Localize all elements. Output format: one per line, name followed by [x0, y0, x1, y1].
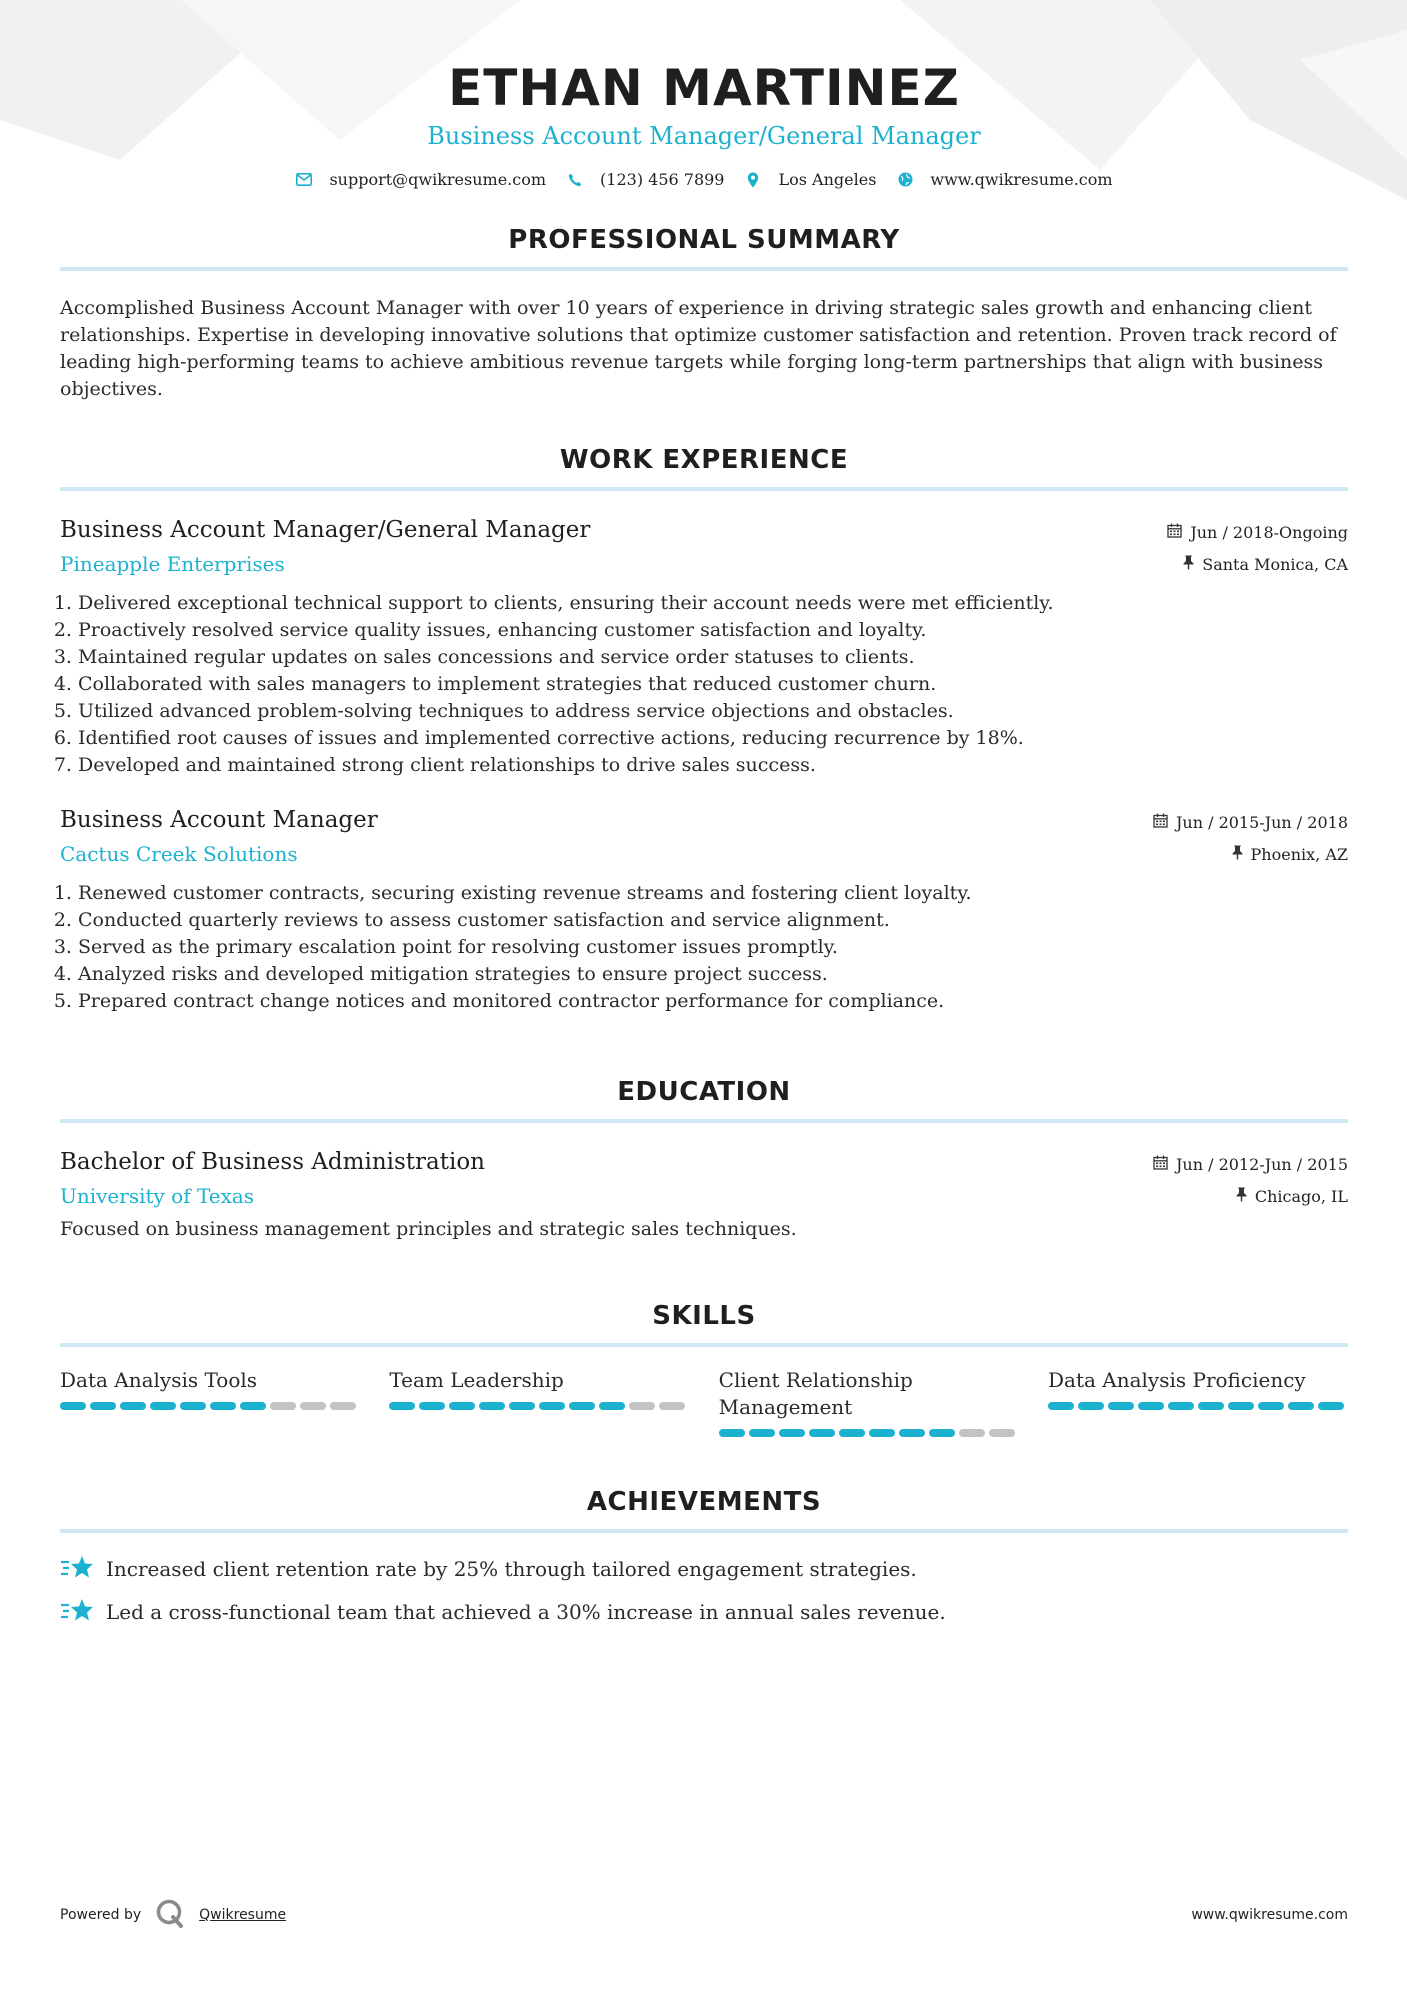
skill-dot-filled [389, 1402, 415, 1410]
summary-heading: PROFESSIONAL SUMMARY [508, 225, 900, 255]
skill-dot-filled [509, 1402, 535, 1410]
job-dates-text: Jun / 2015-Jun / 2018 [1175, 812, 1348, 832]
list-item: 2. Proactively resolved service quality issues, enhancing customer satisfaction and loyalty. [78, 617, 1348, 644]
job-location [1153, 843, 1348, 865]
skill-name: Team Leadership [389, 1368, 564, 1392]
skill-item [1048, 1367, 1348, 1437]
skill-dot-filled [419, 1402, 445, 1410]
skill-dot-filled [60, 1402, 86, 1410]
skill-dot-filled [1288, 1402, 1314, 1410]
skill-dot-filled [1078, 1402, 1104, 1410]
star-icon [60, 1553, 94, 1586]
skill-dot-filled [1048, 1402, 1074, 1410]
skill-dot-empty [659, 1402, 685, 1410]
job-bullet-list [60, 880, 1348, 1015]
skill-dot-filled [1108, 1402, 1134, 1410]
resume-header [60, 0, 1348, 189]
qwikresume-logo-icon [155, 1898, 185, 1932]
contact-phone-text: (123) 456 7899 [600, 170, 725, 189]
job-entry [60, 805, 1348, 1015]
skill-dot-filled [839, 1429, 865, 1437]
school-name: University of Texas [60, 1184, 255, 1208]
job-location-text: Santa Monica, CA [1202, 554, 1348, 574]
list-item: 7. Developed and maintained strong client relationships to drive sales success. [78, 752, 1348, 779]
contact-phone[interactable] [566, 170, 724, 189]
globe-icon [896, 171, 914, 189]
education-heading: EDUCATION [617, 1077, 791, 1107]
list-item: 3. Served as the primary escalation point for resolving customer issues promptly. [78, 934, 1348, 961]
education-dates [1153, 1153, 1348, 1175]
education-dates-text: Jun / 2012-Jun / 2015 [1175, 1154, 1348, 1174]
skills-heading: SKILLS [652, 1301, 756, 1331]
education-entry [60, 1147, 1348, 1243]
job-dates [1153, 811, 1348, 833]
calendar-icon [1167, 523, 1182, 542]
skill-dot-filled [929, 1429, 955, 1437]
contact-email[interactable] [295, 170, 546, 189]
section-divider [60, 487, 1348, 491]
job-meta [1167, 521, 1348, 575]
job-dates-text: Jun / 2018-Ongoing [1190, 522, 1348, 542]
skill-dot-filled [869, 1429, 895, 1437]
skill-item [60, 1367, 360, 1437]
achievement-item [60, 1555, 1348, 1583]
skill-dot-empty [300, 1402, 326, 1410]
job-bullet-list [60, 590, 1348, 779]
list-item: 1. Delivered exceptional technical support to clients, ensuring their account needs were met efficiently. [78, 590, 1348, 617]
contact-location [744, 170, 876, 189]
skill-dot-filled [569, 1402, 595, 1410]
section-divider [60, 1119, 1348, 1123]
skill-dot-empty [989, 1429, 1015, 1437]
list-item: 1. Renewed customer contracts, securing existing revenue streams and fostering client loyalty. [78, 880, 1348, 907]
calendar-icon [1153, 1155, 1168, 1174]
degree-title: Bachelor of Business Administration [60, 1149, 485, 1175]
skill-dot-filled [809, 1429, 835, 1437]
section-divider [60, 267, 1348, 271]
skill-dot-filled [449, 1402, 475, 1410]
skill-dot-filled [899, 1429, 925, 1437]
star-icon [60, 1596, 94, 1629]
job-title: Business Account Manager [60, 807, 378, 833]
skill-dot-filled [1318, 1402, 1344, 1410]
phone-icon [566, 171, 584, 189]
skill-dot-filled [599, 1402, 625, 1410]
achievement-text: Increased client retention rate by 25% through tailored engagement strategies. [106, 1557, 917, 1581]
contact-website[interactable] [896, 170, 1112, 189]
job-title: Business Account Manager/General Manager [60, 517, 591, 543]
powered-by [60, 1898, 286, 1932]
skill-dot-filled [1168, 1402, 1194, 1410]
skill-level-bar [60, 1402, 360, 1410]
map-pin-icon [744, 171, 762, 189]
skill-dot-filled [120, 1402, 146, 1410]
education-location [1153, 1185, 1348, 1207]
achievements-list [60, 1555, 1348, 1626]
job-entry [60, 515, 1348, 779]
list-item: 3. Maintained regular updates on sales concessions and service order statuses to clients. [78, 644, 1348, 671]
contact-website-text: www.qwikresume.com [930, 170, 1113, 189]
candidate-name: ETHAN MARTINEZ [448, 59, 960, 117]
candidate-headline: Business Account Manager/General Manager [427, 122, 981, 150]
education-meta [1153, 1153, 1348, 1207]
skill-dot-filled [749, 1429, 775, 1437]
pushpin-icon [1236, 1187, 1247, 1206]
list-item: 4. Analyzed risks and developed mitigation strategies to ensure project success. [78, 961, 1348, 988]
contact-location-text: Los Angeles [778, 170, 877, 189]
brand-link[interactable]: Qwikresume [199, 1907, 287, 1923]
education-description: Focused on business management principles and strategic sales techniques. [60, 1218, 797, 1240]
list-item: 4. Collaborated with sales managers to implement strategies that reduced customer churn. [78, 671, 1348, 698]
envelope-icon [295, 171, 313, 189]
skill-dot-filled [1198, 1402, 1224, 1410]
achievement-item [60, 1598, 1348, 1626]
skill-name: Client Relationship Management [718, 1368, 913, 1419]
skill-dot-filled [1258, 1402, 1284, 1410]
pushpin-icon [1232, 845, 1243, 864]
skill-dot-filled [1228, 1402, 1254, 1410]
skill-name: Data Analysis Proficiency [1047, 1368, 1306, 1392]
job-dates [1167, 521, 1348, 543]
skill-dot-filled [180, 1402, 206, 1410]
job-location [1167, 553, 1348, 575]
footer-website[interactable]: www.qwikresume.com [1191, 1907, 1348, 1923]
company-name: Pineapple Enterprises [60, 552, 285, 576]
list-item: 5. Prepared contract change notices and monitored contractor performance for compliance. [78, 988, 1348, 1015]
list-item: 5. Utilized advanced problem-solving techniques to address service objections and obstacles. [78, 698, 1348, 725]
skill-item [389, 1367, 689, 1437]
summary-text: Accomplished Business Account Manager with over 10 years of experience in driving strategic sales growth and enhancing client relationships. Expertise in developing innovative solutions that optimize customer satisfaction and retention. Proven track record of leading high-performing teams to achieve ambitious revenue targets while forging long-term partnerships that align with business objectives. [60, 297, 1337, 400]
job-meta [1153, 811, 1348, 865]
skill-dot-filled [150, 1402, 176, 1410]
page-footer [60, 1898, 1348, 1932]
achievement-text: Led a cross-functional team that achieved a 30% increase in annual sales revenue. [106, 1600, 946, 1624]
skill-level-bar [1048, 1402, 1348, 1410]
skill-dot-filled [1138, 1402, 1164, 1410]
list-item: 2. Conducted quarterly reviews to assess customer satisfaction and service alignment. [78, 907, 1348, 934]
work-experience-heading: WORK EXPERIENCE [559, 445, 849, 475]
skill-dot-filled [90, 1402, 116, 1410]
resume-page [60, 0, 1348, 1641]
skill-dot-filled [479, 1402, 505, 1410]
skill-level-bar [389, 1402, 689, 1410]
skill-dot-empty [959, 1429, 985, 1437]
section-divider [60, 1343, 1348, 1347]
job-location-text: Phoenix, AZ [1250, 844, 1348, 864]
pushpin-icon [1183, 555, 1194, 574]
powered-by-label: Powered by [60, 1907, 142, 1923]
skill-dot-filled [719, 1429, 745, 1437]
skill-item [719, 1367, 1019, 1437]
skill-dot-empty [629, 1402, 655, 1410]
skill-dot-filled [539, 1402, 565, 1410]
achievements-heading: ACHIEVEMENTS [586, 1487, 822, 1517]
skill-dot-filled [779, 1429, 805, 1437]
skill-dot-empty [270, 1402, 296, 1410]
calendar-icon [1153, 813, 1168, 832]
skills-grid [60, 1367, 1348, 1437]
contact-email-text: support@qwikresume.com [329, 170, 547, 189]
list-item: 6. Identified root causes of issues and implemented corrective actions, reducing recurrence by 18%. [78, 725, 1348, 752]
skill-level-bar [719, 1429, 1019, 1437]
skill-name: Data Analysis Tools [60, 1368, 258, 1392]
skill-dot-filled [210, 1402, 236, 1410]
education-location-text: Chicago, IL [1254, 1186, 1348, 1206]
skill-dot-empty [330, 1402, 356, 1410]
contact-bar [60, 170, 1348, 189]
section-divider [60, 1529, 1348, 1533]
company-name: Cactus Creek Solutions [60, 842, 298, 866]
skill-dot-filled [240, 1402, 266, 1410]
